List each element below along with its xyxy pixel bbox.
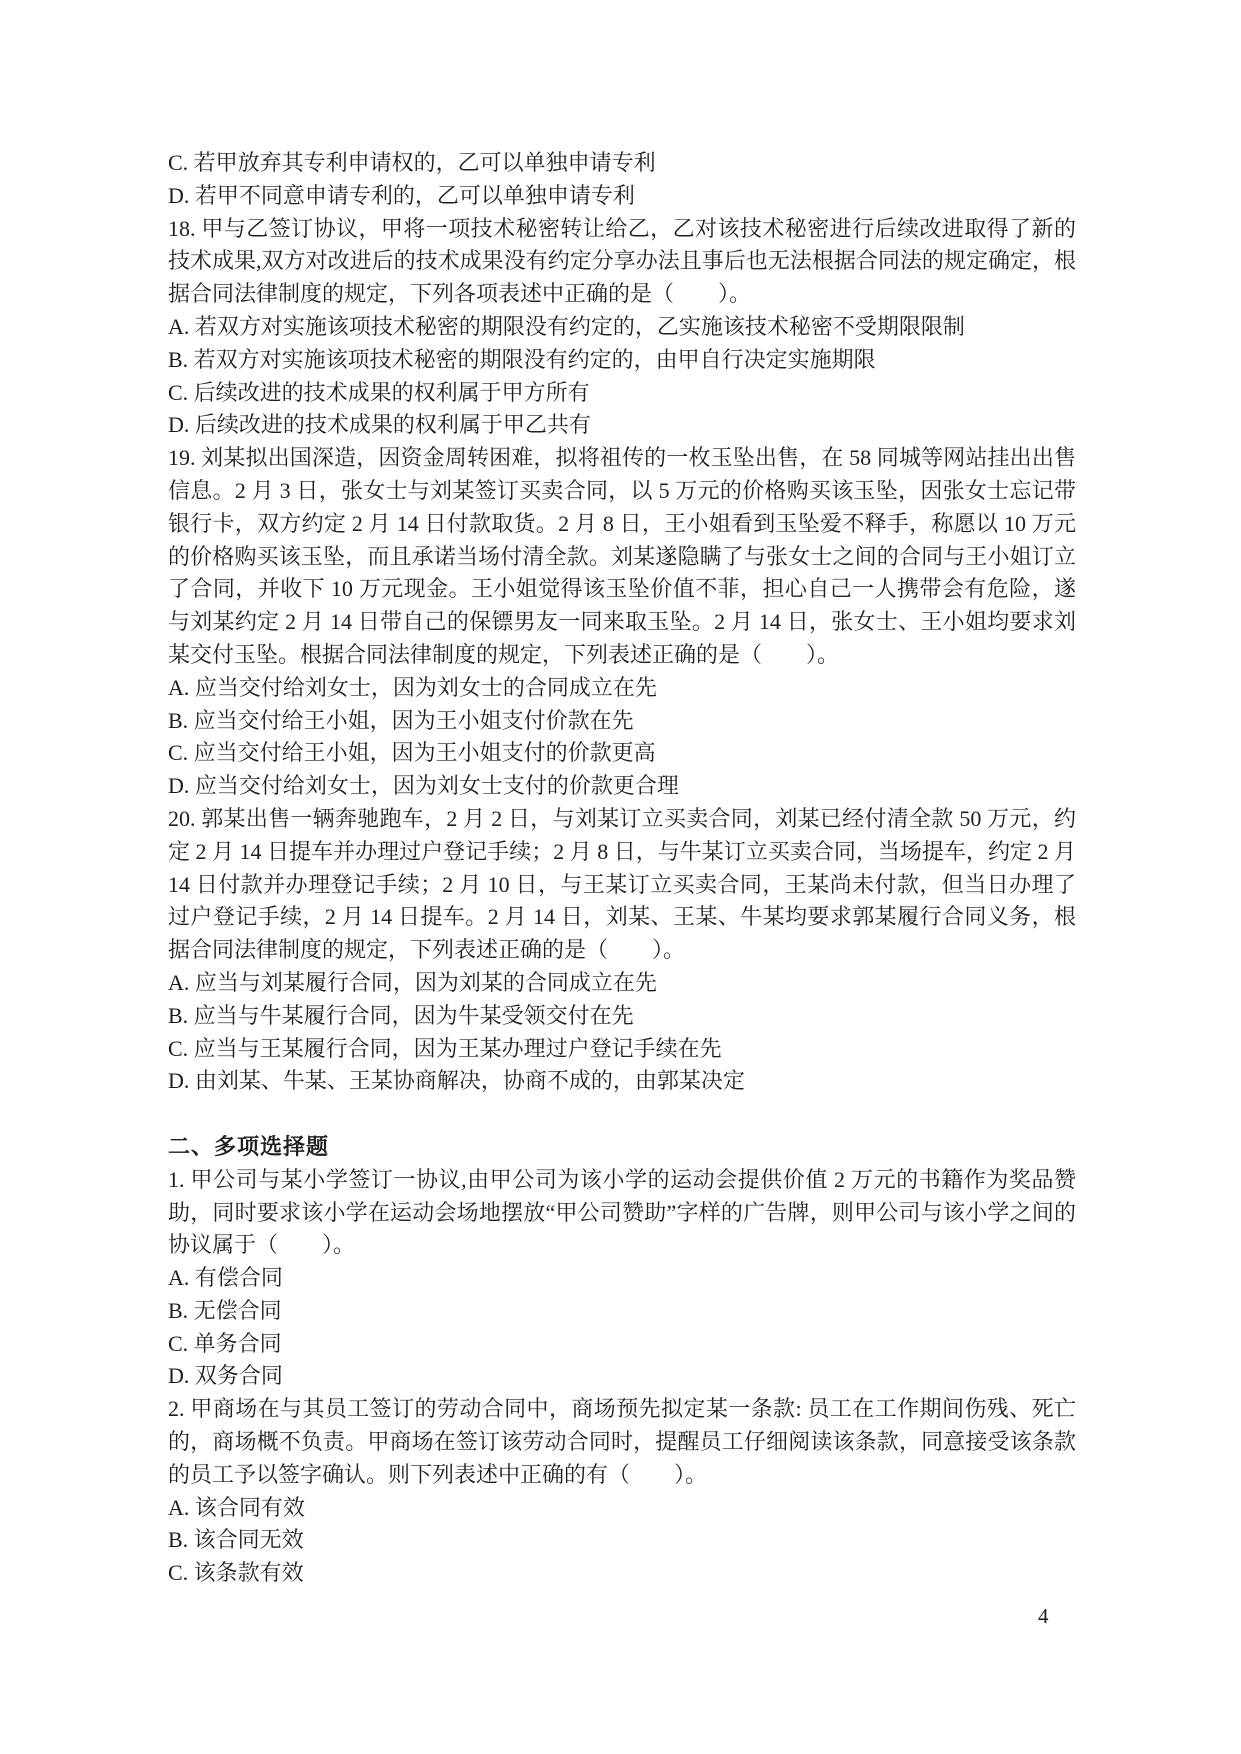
answer-option: B. 应当与牛某履行合同，因为牛某受领交付在先 bbox=[168, 1002, 634, 1028]
question-stem: 2. 甲商场在与其员工签订的劳动合同中，商场预先拟定某一条款: 员工在工作期间伤残、死亡的，商场概不负责。甲商场在签订该劳动合同时，提醒员工仔细阅读该条款，同意接受该条款的员工予以签字确认。则下列表述中正确的有（ ）。 bbox=[168, 1396, 1076, 1487]
answer-option: C. 若甲放弃其专利申请权的，乙可以单独申请专利 bbox=[168, 150, 656, 175]
section-heading: 二、多项选择题 bbox=[168, 1133, 330, 1159]
answer-option: A. 若双方对实施该项技术秘密的期限没有约定的，乙实施该技术秘密不受期限限制 bbox=[168, 313, 965, 339]
answer-option: B. 应当交付给王小姐，因为王小姐支付价款在先 bbox=[168, 707, 634, 733]
answer-option: C. 该条款有效 bbox=[168, 1560, 304, 1586]
answer-option: A. 该合同有效 bbox=[168, 1494, 305, 1520]
question-stem: 1. 甲公司与某小学签订一协议,由甲公司为该小学的运动会提供价值 2 万元的书籍作为奖品赞助，同时要求该小学在运动会场地摆放“甲公司赞助”字样的广告牌，则甲公司与该小学之间的协议属于（ ）。 bbox=[168, 1166, 1076, 1258]
page-number: 4 bbox=[1038, 1604, 1049, 1628]
answer-option: B. 该合同无效 bbox=[168, 1527, 304, 1553]
answer-option: D. 应当交付给刘女士，因为刘女士支付的价款更合理 bbox=[168, 773, 679, 799]
answer-option: C. 单务合同 bbox=[168, 1330, 282, 1356]
page-body bbox=[168, 147, 1076, 1590]
answer-option: A. 应当与刘某履行合同，因为刘某的合同成立在先 bbox=[168, 969, 657, 995]
question-stem: 18. 甲与乙签订协议，甲将一项技术秘密转让给乙，乙对该技术秘密进行后续改进取得了新的技术成果,双方对改进后的技术成果没有约定分享办法且事后也无法根据合同法的规定确定，根据合同法律制度的规定，下列各项表述中正确的是（ ）。 bbox=[168, 215, 1076, 307]
answer-option: A. 应当交付给刘女士，因为刘女士的合同成立在先 bbox=[168, 674, 657, 700]
answer-option: D. 后续改进的技术成果的权利属于甲乙共有 bbox=[168, 412, 591, 438]
answer-option: D. 由刘某、牛某、王某协商解决，协商不成的，由郭某决定 bbox=[168, 1068, 745, 1094]
answer-option: D. 双务合同 bbox=[168, 1363, 283, 1389]
question-stem: 19. 刘某拟出国深造，因资金周转困难，拟将祖传的一枚玉坠出售，在 58 同城等网站挂出出售信息。2 月 3 日，张女士与刘某签订买卖合同，以 5 万元的价格购买该玉坠，因张女士忘记带银行卡，双方约定 2 月 14 日付款取货。2 月 8 日，王小姐看到玉坠爱不释手，称愿以 10 万元的价格购买该玉坠，而且承诺当场付清全款。刘某遂隐瞒了与张女士之间的合同与王小姐订立了合同，并收下 10 万元现金。王小姐觉得该玉坠价值不菲，担心自己一人携带会有危险，遂与刘某约定 2 月 14 日带自己的保镖男友一同来取玉坠。2 月 14 日，张女士、王小姐均要求刘某交付玉坠。根据合同法律制度的规定，下列表述正确的是（ ）。 bbox=[168, 445, 1076, 667]
answer-option: B. 若双方对实施该项技术秘密的期限没有约定的，由甲自行决定实施期限 bbox=[168, 346, 876, 372]
answer-option: C. 后续改进的技术成果的权利属于甲方所有 bbox=[168, 379, 590, 405]
answer-option: B. 无偿合同 bbox=[168, 1297, 282, 1323]
question-stem: 20. 郭某出售一辆奔驰跑车，2 月 2 日，与刘某订立买卖合同，刘某已经付清全款 50 万元，约定 2 月 14 日提车并办理过户登记手续；2 月 8 日，与牛某订立买卖合同，当场提车，约定 2 月 14 日付款并办理登记手续；2 月 10 日，与王某订立买卖合同，王某尚未付款，但当日办理了过户登记手续，2 月 14 日提车。2 月 14 日，刘某、王某、牛某均要求郭某履行合同义务，根据合同法律制度的规定，下列表述正确的是（ ）。 bbox=[168, 805, 1076, 963]
answer-option: C. 应当与王某履行合同，因为王某办理过户登记手续在先 bbox=[168, 1035, 722, 1061]
answer-option: A. 有偿合同 bbox=[168, 1265, 283, 1291]
answer-option: C. 应当交付给王小姐，因为王小姐支付的价款更高 bbox=[168, 740, 656, 766]
answer-option: D. 若甲不同意申请专利的，乙可以单独申请专利 bbox=[168, 182, 635, 208]
